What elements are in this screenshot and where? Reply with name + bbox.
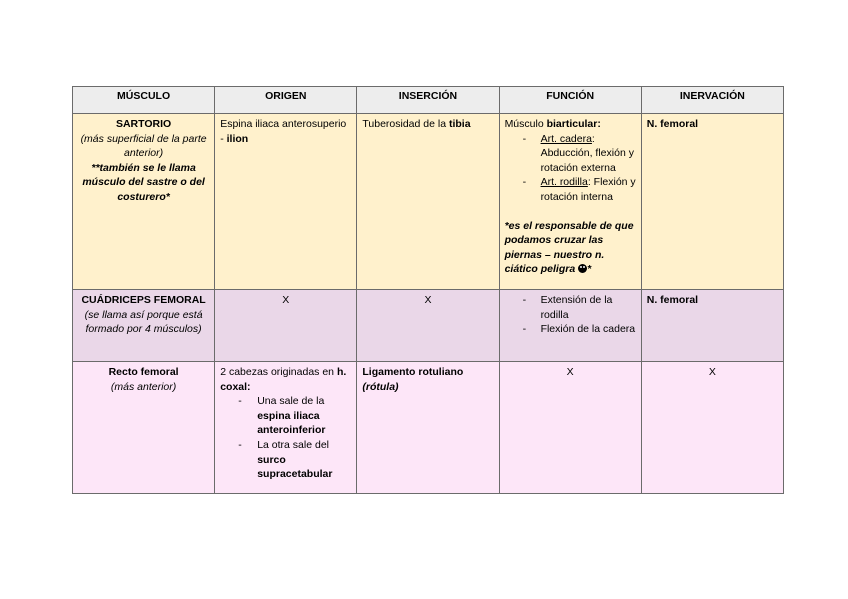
table-row-sartorio	[73, 114, 784, 290]
origen-bold: ilion	[226, 132, 249, 145]
funcion-text: Músculo	[504, 118, 547, 130]
item-text: Una sale de la	[257, 395, 325, 408]
item-bold: espina iliaca anteroinferior	[257, 409, 326, 437]
item-desc: : Flexión y rotación interna	[540, 176, 636, 203]
cell-sartorio-inervacion: N. femoral	[641, 114, 783, 290]
cell-recto-musculo	[73, 362, 215, 494]
item-label: Art. rodilla	[540, 176, 588, 189]
header-inervacion: INERVACIÓN	[641, 87, 783, 114]
funcion-note	[505, 220, 634, 276]
muscle-alias-note: **también se le llama músculo del sastre o del costurero*	[82, 161, 205, 203]
cell-recto-funcion: X	[499, 362, 641, 494]
muscle-name: CUÁDRICEPS FEMORAL	[81, 294, 206, 306]
muscle-note: (más superficial de la parte anterior)	[80, 132, 207, 160]
note-text: *es el responsable de que podamos cruzar las piernas – nuestro n. ciático peligra	[504, 219, 634, 276]
cell-recto-insercion	[357, 362, 499, 494]
insercion-bold-italic: (rótula)	[362, 380, 399, 393]
funcion-list	[505, 132, 636, 205]
list-item: - Flexión de la cadera	[505, 322, 636, 337]
cell-cuadriceps-origen: X	[215, 290, 357, 362]
cell-recto-inervacion: X	[641, 362, 783, 494]
item-bold: surco supracetabular	[257, 453, 333, 481]
note-end: *	[587, 263, 592, 276]
muscle-note: (más anterior)	[110, 380, 177, 393]
cell-cuadriceps-insercion: X	[357, 290, 499, 362]
origen-bold: h. coxal:	[220, 366, 347, 393]
header-origen: ORIGEN	[215, 87, 357, 114]
header-musculo: MÚSCULO	[73, 87, 215, 114]
item-desc: : Abducción, flexión y rotación externa	[540, 132, 634, 174]
muscle-name: Recto femoral	[108, 366, 179, 378]
spacer	[505, 205, 636, 219]
cell-recto-origen	[215, 362, 357, 494]
origen-text: Espina iliaca anterosuperio -	[220, 118, 347, 145]
cell-sartorio-origen	[215, 114, 357, 290]
cell-cuadriceps-musculo	[73, 290, 215, 362]
muscle-name: SARTORIO	[115, 118, 172, 130]
list-item	[505, 175, 636, 204]
item-label: Art. cadera	[540, 132, 592, 145]
sad-face-icon	[578, 264, 587, 273]
header-funcion: FUNCIÓN	[499, 87, 641, 114]
funcion-bold: biarticular:	[546, 118, 601, 130]
list-item	[505, 132, 636, 176]
insercion-bold: tibia	[448, 118, 471, 130]
muscle-table	[72, 86, 784, 494]
table-header-row	[73, 87, 784, 114]
header-insercion: INSERCIÓN	[357, 87, 499, 114]
cell-cuadriceps-funcion	[499, 290, 641, 362]
cell-cuadriceps-inervacion: N. femoral	[641, 290, 783, 362]
cell-sartorio-insercion	[357, 114, 499, 290]
insercion-text: Tuberosidad de la	[362, 118, 449, 130]
list-item	[220, 438, 351, 482]
list-item	[220, 394, 351, 438]
list-item: - Extensión de la rodilla	[505, 293, 636, 322]
origen-text: 2 cabezas originadas en	[220, 366, 337, 378]
table-row-cuadriceps	[73, 290, 784, 362]
funcion-list	[505, 293, 636, 337]
cell-sartorio-funcion	[499, 114, 641, 290]
origen-list	[220, 394, 351, 482]
cell-sartorio-musculo	[73, 114, 215, 290]
table-row-recto-femoral	[73, 362, 784, 494]
insercion-bold: Ligamento rotuliano	[362, 366, 464, 378]
muscle-note: (se llama así porque está formado por 4 músculos)	[84, 308, 203, 336]
item-text: La otra sale del	[257, 438, 329, 451]
